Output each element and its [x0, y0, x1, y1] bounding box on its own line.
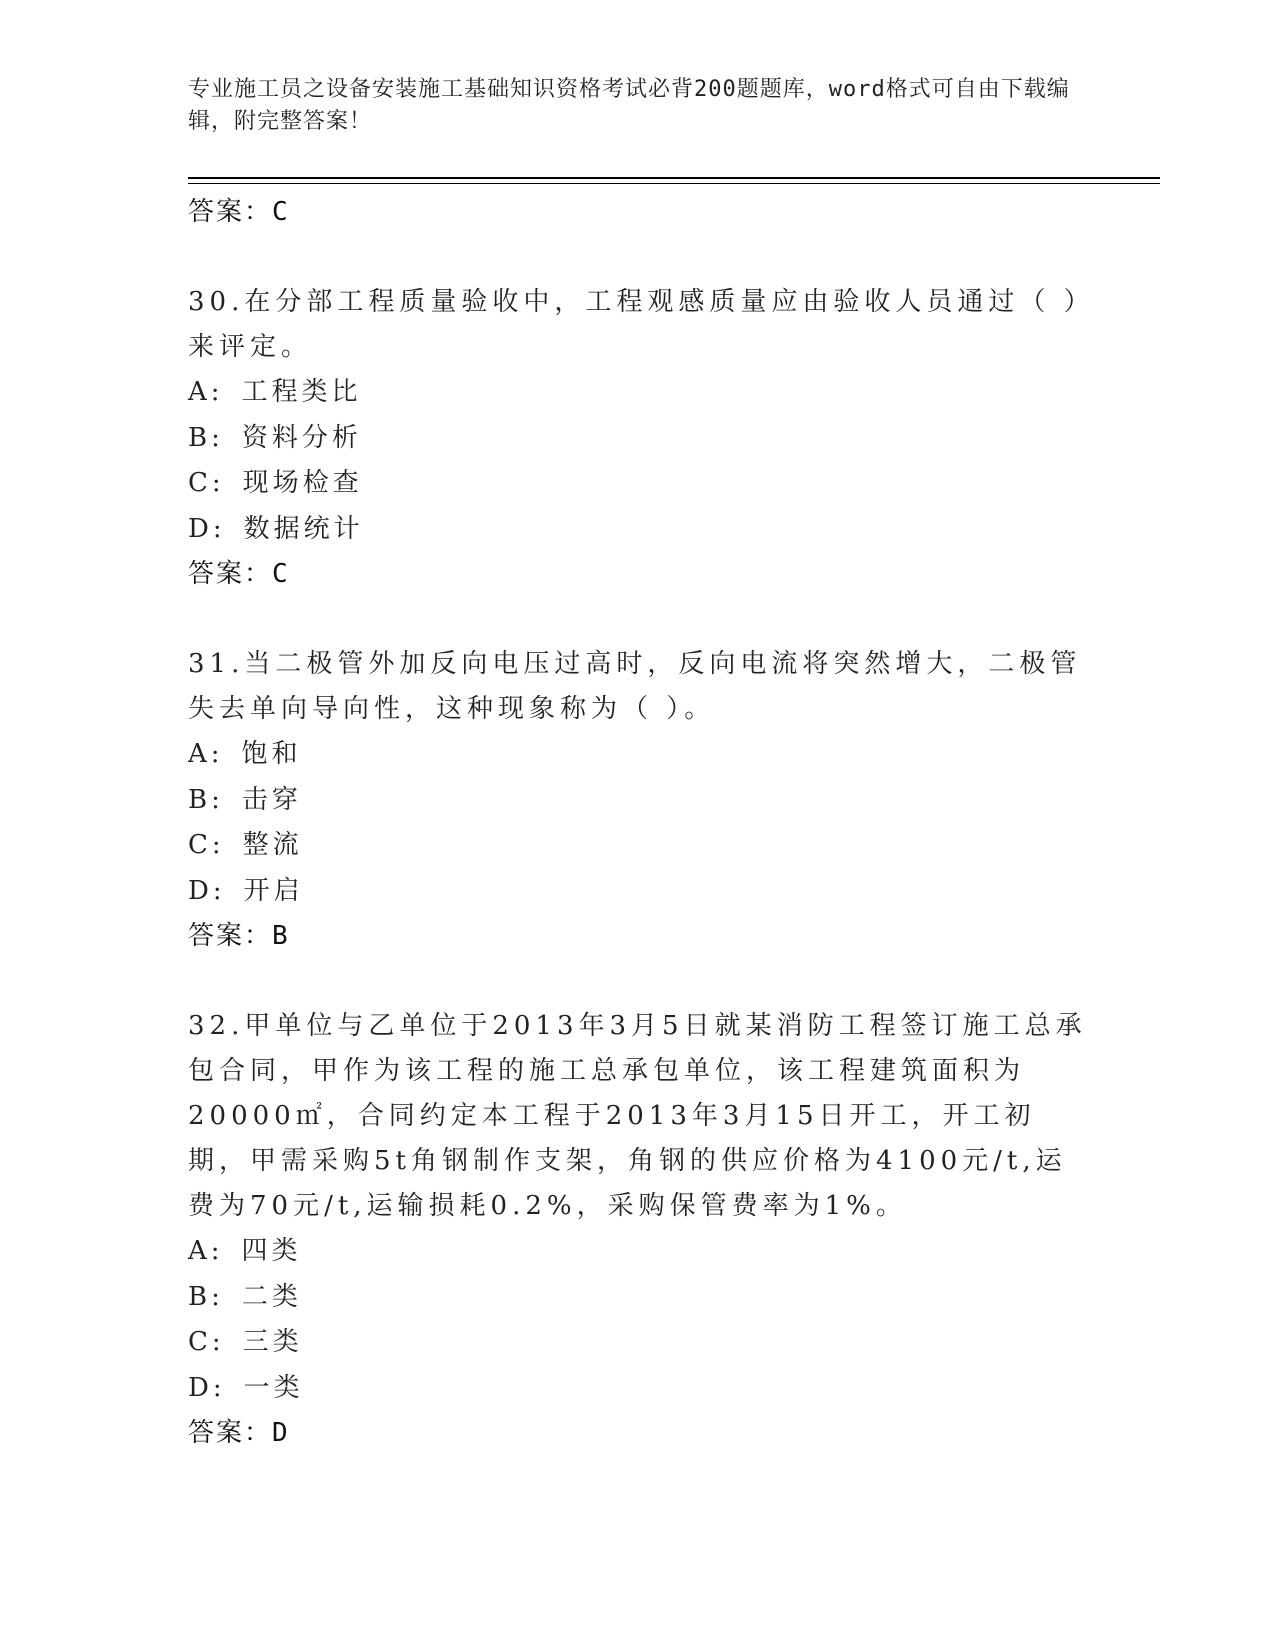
question-stem: 30.在分部工程质量验收中，工程观感质量应由验收人员通过（ ）来评定。: [188, 287, 1082, 362]
option-text: 现场检查: [242, 468, 363, 498]
option-text: 四类: [241, 1236, 302, 1266]
question-block: [188, 642, 1088, 958]
option-key: B:: [188, 1281, 224, 1312]
option-text: 数据统计: [243, 513, 364, 544]
option-d: [188, 1366, 1088, 1412]
option-key: C:: [188, 830, 225, 860]
option-text: 整流: [242, 830, 303, 860]
option-a: [188, 370, 1088, 416]
option-key: D:: [188, 875, 226, 906]
option-text: 饱和: [241, 739, 302, 769]
option-text: 一类: [243, 1372, 304, 1403]
answer-label: 答案：: [188, 197, 273, 227]
question-block: [188, 1004, 1088, 1455]
option-b: [188, 416, 1088, 462]
option-text: 资料分析: [241, 422, 362, 453]
header-divider-thick: [188, 177, 1160, 179]
option-key: D:: [188, 1372, 226, 1403]
option-d: [188, 869, 1088, 915]
question-block: [188, 280, 1088, 596]
header-divider-thin: [188, 183, 1160, 184]
document-body: [188, 190, 1088, 1455]
option-text: 开启: [243, 875, 304, 906]
option-key: D:: [188, 513, 226, 544]
answer-label: 答案：: [188, 1418, 273, 1448]
option-key: C:: [188, 468, 225, 498]
answer-label: 答案：: [188, 921, 273, 951]
option-b: [188, 778, 1088, 824]
option-key: A:: [188, 739, 224, 769]
answer-line: [188, 552, 1088, 596]
answer-label: 答案：: [188, 559, 273, 589]
option-c: [188, 1320, 1088, 1366]
answer-line: [188, 1411, 1088, 1455]
option-c: [188, 461, 1088, 507]
document-header: 专业施工员之设备安装施工基础知识资格考试必背200题题库，word格式可自由下载编辑，附完整答案！: [188, 77, 1070, 134]
option-key: B:: [188, 422, 224, 453]
answer-value: B: [272, 921, 290, 951]
question-stem: 31.当二极管外加反向电压过高时，反向电流将突然增大，二极管失去单向导向性，这种现象称为（ ）。: [188, 649, 1082, 724]
option-text: 工程类比: [241, 377, 362, 407]
option-a: [188, 732, 1088, 778]
answer-value: C: [272, 197, 290, 227]
answer-value: D: [272, 1418, 290, 1448]
option-key: A:: [188, 1236, 224, 1266]
option-key: B:: [188, 784, 224, 815]
answer-line: [188, 914, 1088, 958]
option-c: [188, 823, 1088, 869]
option-b: [188, 1275, 1088, 1321]
question-stem: 32.甲单位与乙单位于2013年3月5日就某消防工程签订施工总承包合同，甲作为该工程的施工总承包单位，该工程建筑面积为20000㎡，合同约定本工程于2013年3月15日开工，开工初期，甲需采购5t角钢制作支架，角钢的供应价格为4100元/t,运费为70元/t,运输损耗0.2%，采购保管费率为1%。: [188, 1011, 1087, 1221]
option-text: 三类: [242, 1327, 303, 1357]
option-a: [188, 1229, 1088, 1275]
option-text: 击穿: [241, 784, 302, 815]
answer-line: [188, 190, 1088, 234]
option-key: A:: [188, 377, 224, 407]
option-text: 二类: [241, 1281, 302, 1312]
answer-value: C: [272, 559, 290, 589]
option-d: [188, 507, 1088, 553]
option-key: C:: [188, 1327, 225, 1357]
